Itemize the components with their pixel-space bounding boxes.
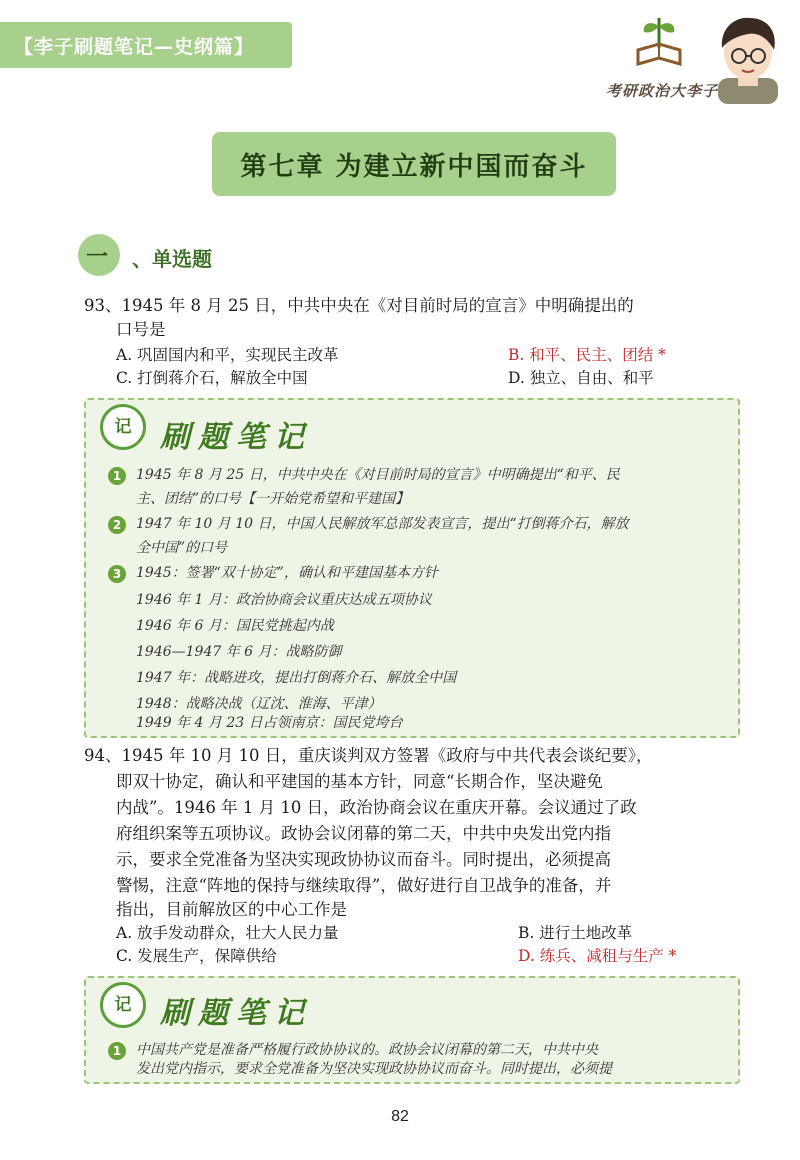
note-title-2: 刷题笔记 bbox=[160, 996, 312, 1031]
note1-timeline-6: 1949 年 4 月 23 日占领南京：国民党垮台 bbox=[136, 715, 403, 731]
note1-timeline-5: 1948：战略决战（辽沈、淮海、平津） bbox=[136, 696, 382, 712]
q94-stem-line6: 警惕，注意“阵地的保持与继续取得”，做好进行自卫战争的准备，并 bbox=[116, 876, 612, 895]
page-number: 82 bbox=[391, 1108, 409, 1125]
section-title: 、单选题 bbox=[132, 247, 212, 271]
q93-option-d: D. 独立、自由、和平 bbox=[508, 369, 654, 387]
note2-line2: 发出党内指示，要求全党准备为坚决实现政协协议而奋斗。同时提出，必须提 bbox=[136, 1061, 612, 1077]
note1-timeline-2: 1946 年 6 月：国民党挑起内战 bbox=[136, 618, 334, 634]
chapter-title: 第七章 为建立新中国而奋斗 bbox=[240, 152, 588, 182]
note-icon bbox=[100, 982, 146, 1028]
brand-slogan: 考研政治大李子 bbox=[606, 82, 719, 100]
q93-option-b-answer: B. 和平、民主、团结 * bbox=[508, 346, 666, 364]
note1-timeline-4: 1947 年：战略进攻，提出打倒蒋介石、解放全中国 bbox=[136, 670, 457, 686]
avatar bbox=[708, 12, 788, 104]
q94-stem-line1: 94、1945 年 10 月 10 日，重庆谈判双方签署《政府与中共代表会谈纪要》， bbox=[84, 746, 653, 765]
note1-bullet-2: 2 bbox=[108, 516, 126, 534]
q93-stem-line1: 93、1945 年 8 月 25 日，中共中央在《对目前时局的宣言》中明确提出的 bbox=[84, 296, 634, 315]
section-number: 一 bbox=[86, 244, 109, 270]
q94-stem-line3: 内战”。1946 年 1 月 10 日，政治协商会议在重庆开幕。会议通过了政 bbox=[116, 798, 637, 817]
header-title: 【李子刷题笔记—史纲篇】 bbox=[14, 36, 255, 58]
note1-bullet-3: 3 bbox=[108, 565, 126, 583]
note1-item1-line2: 主、团结”的口号【一开始党希望和平建国】 bbox=[136, 491, 410, 507]
q94-stem-line2: 即双十协定，确认和平建国的基本方针，同意“长期合作，坚决避免 bbox=[116, 772, 603, 791]
note-icon bbox=[100, 404, 146, 450]
q94-option-c: C. 发展生产，保障供给 bbox=[116, 947, 277, 965]
note-icon-char: 记 bbox=[114, 995, 132, 1015]
note2-bullet-1: 1 bbox=[108, 1042, 126, 1060]
note1-timeline-3: 1946—1947 年 6 月：战略防御 bbox=[136, 644, 342, 660]
note1-item1-line1: 1945 年 8 月 25 日，中共中央在《对目前时局的宣言》中明确提出“和平、民 bbox=[136, 467, 620, 483]
q94-option-d-answer: D. 练兵、减租与生产 * bbox=[518, 947, 677, 965]
note2-line1: 中国共产党是准备严格履行政协协议的。政协会议闭幕的第二天，中共中央 bbox=[136, 1042, 598, 1058]
note-title-1: 刷题笔记 bbox=[160, 420, 312, 455]
q94-stem-line5: 示，要求全党准备为坚决实现政协协议而奋斗。同时提出，必须提高 bbox=[116, 850, 611, 869]
note1-item2-line1: 1947 年 10 月 10 日，中国人民解放军总部发表宣言，提出“打倒蒋介石，解放 bbox=[136, 516, 629, 532]
brand-logo-icon bbox=[632, 14, 686, 76]
q93-option-a: A. 巩固国内和平，实现民主改革 bbox=[116, 346, 339, 364]
note-icon-char: 记 bbox=[114, 417, 132, 437]
q94-stem-line4: 府组织案等五项协议。政协会议闭幕的第二天，中共中央发出党内指 bbox=[116, 824, 611, 843]
q94-option-a: A. 放手发动群众，壮大人民力量 bbox=[116, 924, 339, 942]
note1-timeline-1: 1946 年 1 月：政治协商会议重庆达成五项协议 bbox=[136, 592, 432, 608]
note1-item3-line1: 1945：签署“双十协定”，确认和平建国基本方针 bbox=[136, 565, 438, 581]
q93-stem-line2: 口号是 bbox=[116, 320, 166, 339]
note1-item2-line2: 全中国”的口号 bbox=[136, 540, 228, 556]
note1-bullet-1: 1 bbox=[108, 467, 126, 485]
q94-option-b: B. 进行土地改革 bbox=[518, 924, 633, 942]
q93-option-c: C. 打倒蒋介石，解放全中国 bbox=[116, 369, 308, 387]
q94-stem-line7: 指出，目前解放区的中心工作是 bbox=[116, 900, 347, 919]
